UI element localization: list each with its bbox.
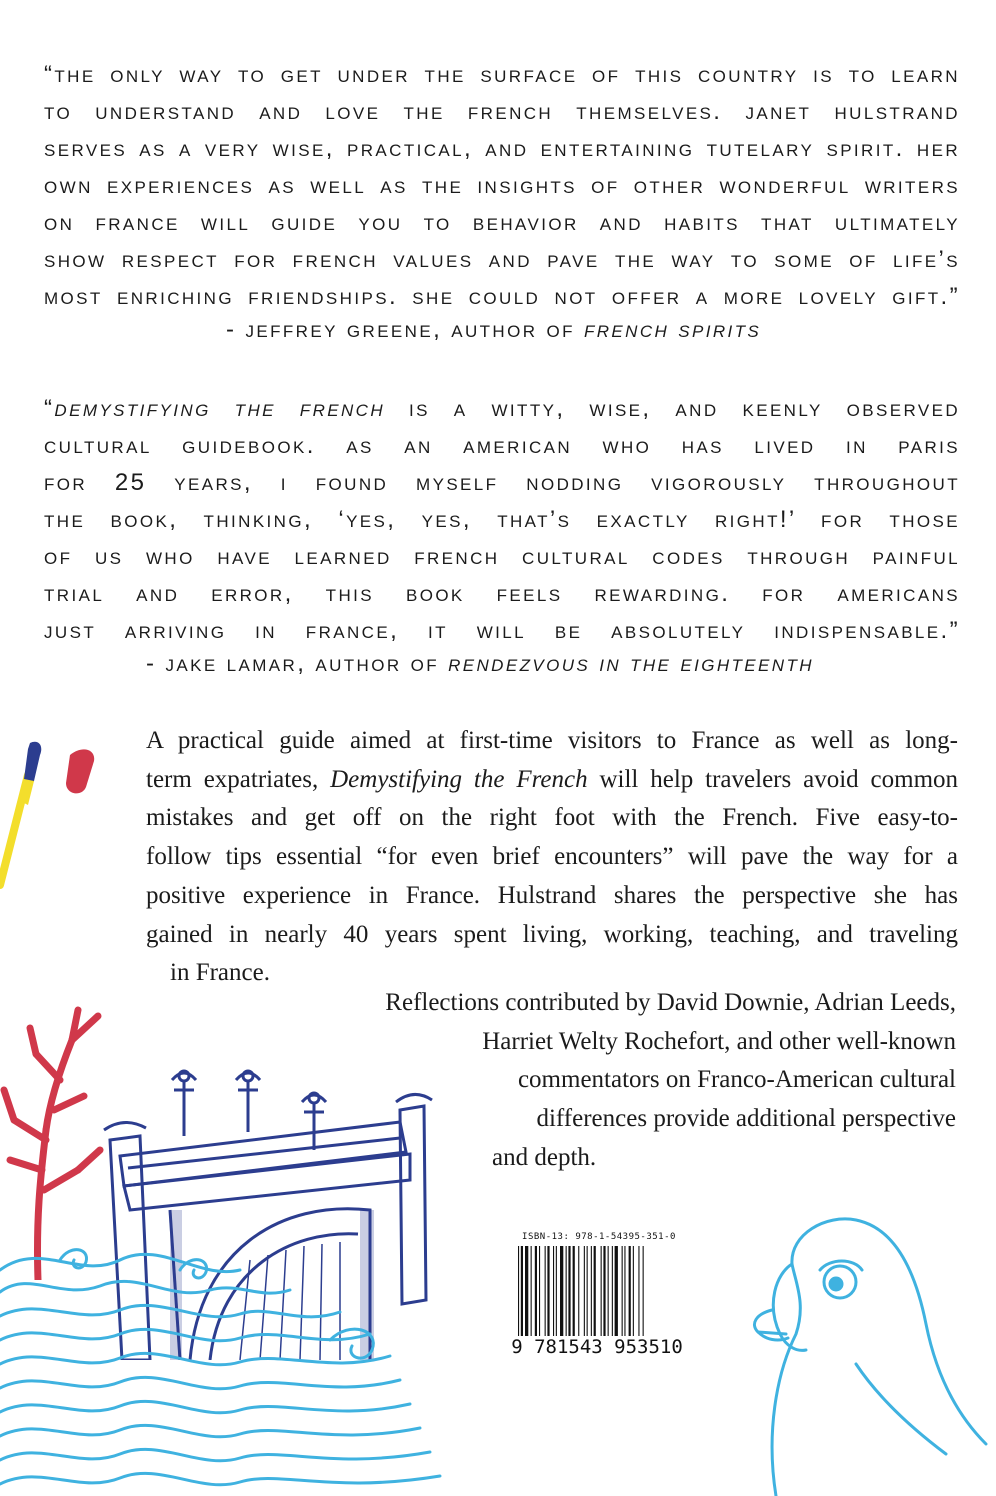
quote-2-attribution [146,650,814,678]
description-line: in France. [170,959,270,987]
quote-line: show respect for french values and pave the way to some of life’s [44,246,960,273]
reflections-line: and depth. [492,1143,597,1171]
barcode-bar [587,1246,588,1336]
waves-illustration [0,1230,460,1496]
quote-line: of us who have learned french cultural codes through painful [44,543,960,570]
quote-line: most enriching friendships. she could not offer a more lovely gift.” [44,283,960,310]
description-line: gained in nearly 40 years spent living, working, teaching, and traveling [146,920,958,948]
barcode-bar [622,1246,623,1336]
barcode-bar [584,1246,585,1336]
barcode-bar [521,1246,523,1336]
quote-line: for 25 years, i found myself nodding vigorously throughout [44,469,960,496]
description-line [146,761,958,800]
reflections-line: commentators on Franco-American cultural [517,1066,956,1094]
barcode-bar [633,1246,634,1336]
quote-line: “the only way to get under the surface of this country is to learn [44,61,960,88]
open-quote-mark: “ [44,395,55,422]
quote-line: own experiences as well as the insights of other wonderful writers [44,172,960,199]
barcode-bar [624,1246,625,1336]
reflections-line: differences provide additional perspective [536,1105,956,1133]
barcode-bar [531,1246,532,1336]
quote-line: just arriving in france, it will be absolutely indispensable.” [44,617,960,644]
barcode-bar [594,1246,596,1336]
description-text: will help travelers avoid common [587,765,959,793]
description-line: positive experience in France. Hulstrand shares the perspective she has [146,881,958,909]
attribution-book-title: french spirits [583,316,762,343]
barcode-bar [603,1246,605,1336]
barcode-bar [629,1246,631,1336]
barcode-bar [525,1246,528,1336]
attribution-author: - jeffrey greene, author of [226,316,584,343]
barcode-bar [535,1246,537,1336]
barcode-bar [643,1246,644,1336]
barcode-bar [547,1246,549,1336]
description-text: term expatriates, [146,765,331,793]
book-title: Demystifying the French [330,765,588,793]
barcode-bar [518,1246,519,1336]
book-title: demystifying the french [54,395,386,422]
isbn-digits: 9 781543 953510 [511,1336,683,1358]
barcode-bar [556,1246,557,1336]
quote-line-text: is a witty, wise, and keenly observed [385,395,961,422]
quote-line [44,390,960,427]
barcode-bar [560,1246,563,1336]
quote-line: the book, thinking, ‘yes, yes, that’s exactly right!’ for those [44,506,960,533]
description-line: follow tips essential “for even brief encounters” will pave the way for a [146,843,958,871]
testimonial-quote-1 [44,56,960,315]
barcode-bar [573,1246,575,1336]
barcode-bar [553,1246,554,1336]
reflections-line: Harriet Welty Rochefort, and other well-known [482,1027,956,1055]
quote-line: serves as a very wise, practical, and entertaining tutelary spirit. her [44,135,960,162]
description-line: A practical guide aimed at first-time visitors to France as well as long- [146,727,958,754]
attribution-book-title: rendezvous in the eighteenth [448,650,814,677]
testimonial-quote-2 [44,390,960,649]
barcode-bar [591,1246,592,1336]
barcode-bar [638,1246,639,1336]
barcode-bar [601,1246,602,1336]
pigeon-illustration [736,1214,996,1496]
quote-line: cultural guidebook. as an american who has lived in paris [44,432,960,459]
isbn-label: ISBN-13: 978-1-54395-351-0 [522,1232,676,1242]
barcode-bars [518,1246,682,1336]
barcode-bar [566,1246,567,1336]
attribution-author: - jake lamar, author of [146,650,449,677]
barcode-bar [568,1246,570,1336]
flag-brushstroke-illustration [0,735,120,905]
barcode-bar [539,1246,540,1336]
reflections-line: Reflections contributed by David Downie, Adrian Leeds, [385,989,956,1016]
quote-line: to understand and love the french themselves. janet hulstrand [44,98,960,125]
quote-line: trial and error, this book feels rewarding. for americans [44,580,960,607]
book-description [146,722,958,993]
barcode-bar [545,1246,546,1336]
quote-line: on france will guide you to behavior and habits that ultimately [44,209,960,236]
barcode-bar [615,1246,618,1336]
barcode-bar [578,1246,579,1336]
barcode-bar [608,1246,609,1336]
barcode-bar [612,1246,613,1336]
description-line: mistakes and get off on the right foot with the French. Five easy-to- [146,804,958,832]
isbn-barcode [506,1232,688,1364]
quote-1-attribution [226,316,761,344]
